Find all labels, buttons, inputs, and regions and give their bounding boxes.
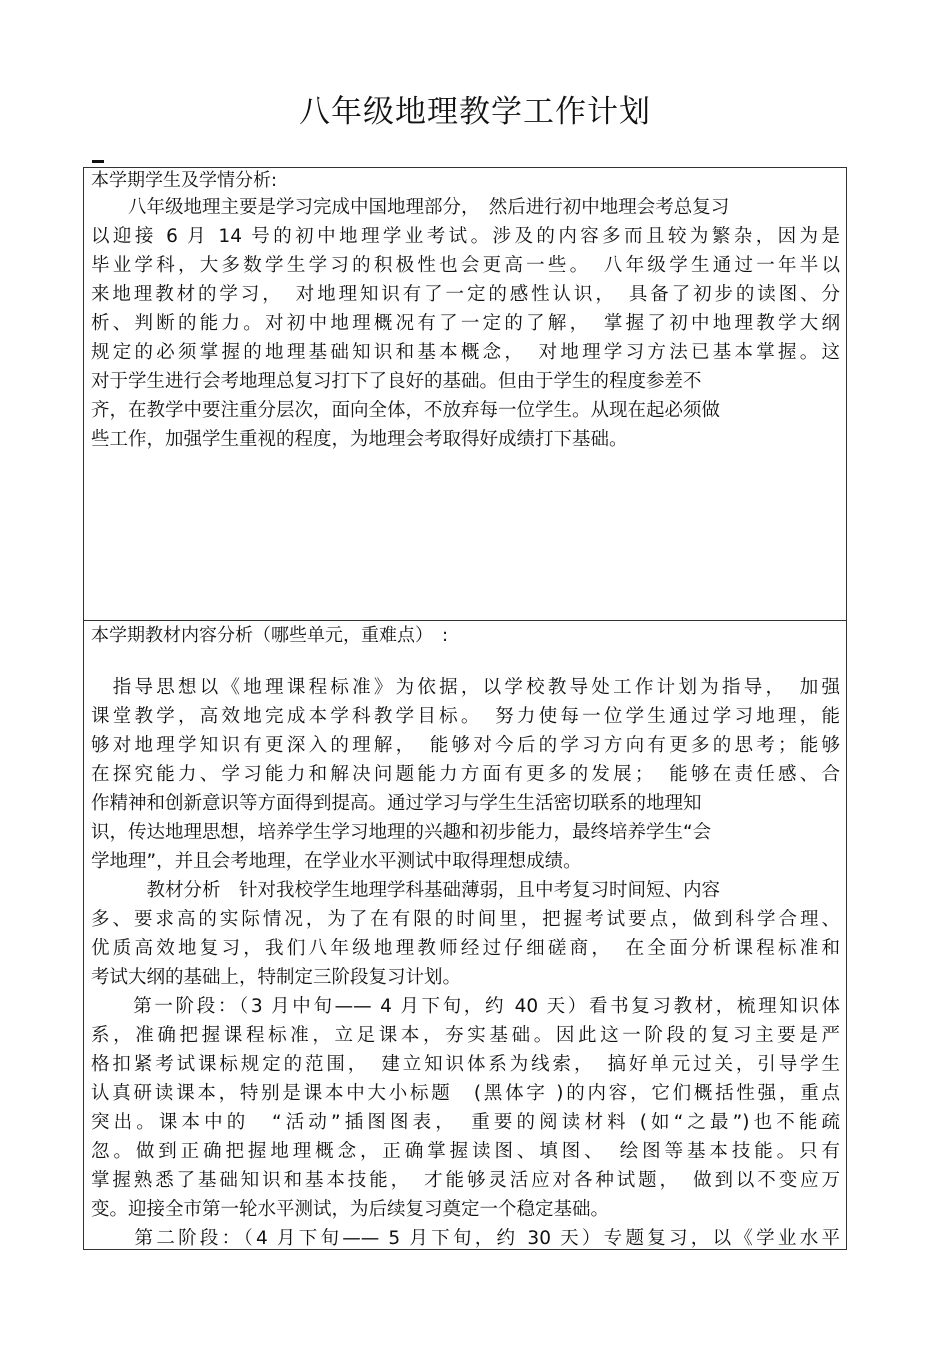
text-line: 对于学生进行会考地理总复习打下了良好的基础。但由于学生的程度参差不 [91, 371, 702, 392]
text-line: 第二阶段：（4 月下旬—— 5 月下旬，约 30 天）专题复习，以《学业水平 [91, 1228, 840, 1249]
text-line: 来地理教材的学习， 对地理知识有了一定的感性认识， 具备了初步的读图、分 [91, 284, 840, 305]
plan-table [83, 167, 847, 1250]
text-line: 析、判断的能力。对初中地理概况有了一定的了解， 掌握了初中地理教学大纲 [91, 313, 840, 334]
materials-analysis-body [91, 673, 840, 1253]
dash-mark [92, 160, 104, 163]
text-line: 第一阶段：（3 月中旬—— 4 月下旬，约 40 天）看书复习教材，梳理知识体 [91, 996, 840, 1017]
text-line: 系，准确把握课程标准，立足课本，夯实基础。因此这一阶段的复习主要是严 [91, 1025, 840, 1046]
student-analysis-section [84, 168, 846, 621]
text-line: 多、要求高的实际情况，为了在有限的时间里，把握考试要点，做到科学合理、 [91, 909, 840, 930]
text-line: 作精神和创新意识等方面得到提高。通过学习与学生生活密切联系的地理知 [91, 793, 702, 814]
text-line: 些工作，加强学生重视的程度，为地理会考取得好成绩打下基础。 [91, 429, 628, 450]
text-line: 掌握熟悉了基础知识和基本技能， 才能够灵活应对各种试题， 做到以不变应万 [91, 1170, 840, 1191]
text-line: 毕业学科，大多数学生学习的积极性也会更高一些。 八年级学生通过一年半以 [91, 255, 840, 276]
text-line: 学地理”，并且会考地理，在学业水平测试中取得理想成绩。 [91, 851, 582, 872]
student-analysis-body [91, 193, 840, 454]
page-title: 八年级地理教学工作计划 [299, 94, 651, 130]
text-line: 认真研读课本，特别是课本中大小标题 (黑体字 )的内容，它们概括性强，重点 [91, 1083, 840, 1104]
text-line: 在探究能力、学习能力和解决问题能力方面有更多的发展； 能够在责任感、合 [91, 764, 840, 785]
materials-analysis-section [84, 621, 846, 1249]
text-line: 课堂教学，高效地完成本学科教学目标。 努力使每一位学生通过学习地理，能 [91, 706, 840, 727]
text-line: 八年级地理主要是学习完成中国地理部分， 然后进行初中地理会考总复习 [91, 197, 730, 218]
text-line: 忽。做到正确把握地理概念，正确掌握读图、填图、 绘图等基本技能。只有 [91, 1141, 840, 1162]
text-line: 以迎接 6 月 14 号的初中地理学业考试。涉及的内容多而且较为繁杂，因为是 [91, 226, 840, 247]
text-line: 教材分析 针对我校学生地理学科基础薄弱，且中考复习时间短、内容 [91, 880, 721, 901]
text-line: 突出。课本中的 “活动”插图图表， 重要的阅读材料 (如“之最”)也不能疏 [91, 1112, 840, 1133]
text-line: 变。迎接全市第一轮水平测试，为后续复习奠定一个稳定基础。 [91, 1199, 610, 1220]
text-line: 格扣紧考试课标规定的范围， 建立知识体系为线索， 搞好单元过关，引导学生 [91, 1054, 840, 1075]
text-line: 识，传达地理思想，培养学生学习地理的兴趣和初步能力，最终培养学生“会 [91, 822, 712, 843]
text-line: 齐，在教学中要注重分层次，面向全体，不放弃每一位学生。从现在起必须做 [91, 400, 721, 421]
materials-analysis-heading: 本学期教材内容分析（哪些单元，重难点） : [91, 625, 449, 646]
spacer [91, 648, 840, 673]
text-line: 考试大纲的基础上，特制定三阶段复习计划。 [91, 967, 462, 988]
text-line: 够对地理学知识有更深入的理解， 能够对今后的学习方向有更多的思考；能够 [91, 735, 840, 756]
text-line: 指导思想以《地理课程标准》为依据，以学校教导处工作计划为指导， 加强 [91, 677, 840, 698]
student-analysis-heading: 本学期学生及学情分析: [91, 170, 278, 191]
text-line: 优质高效地复习，我们八年级地理教师经过仔细磋商， 在全面分析课程标准和 [91, 938, 840, 959]
text-line: 规定的必须掌握的地理基础知识和基本概念， 对地理学习方法已基本掌握。这 [91, 342, 840, 363]
